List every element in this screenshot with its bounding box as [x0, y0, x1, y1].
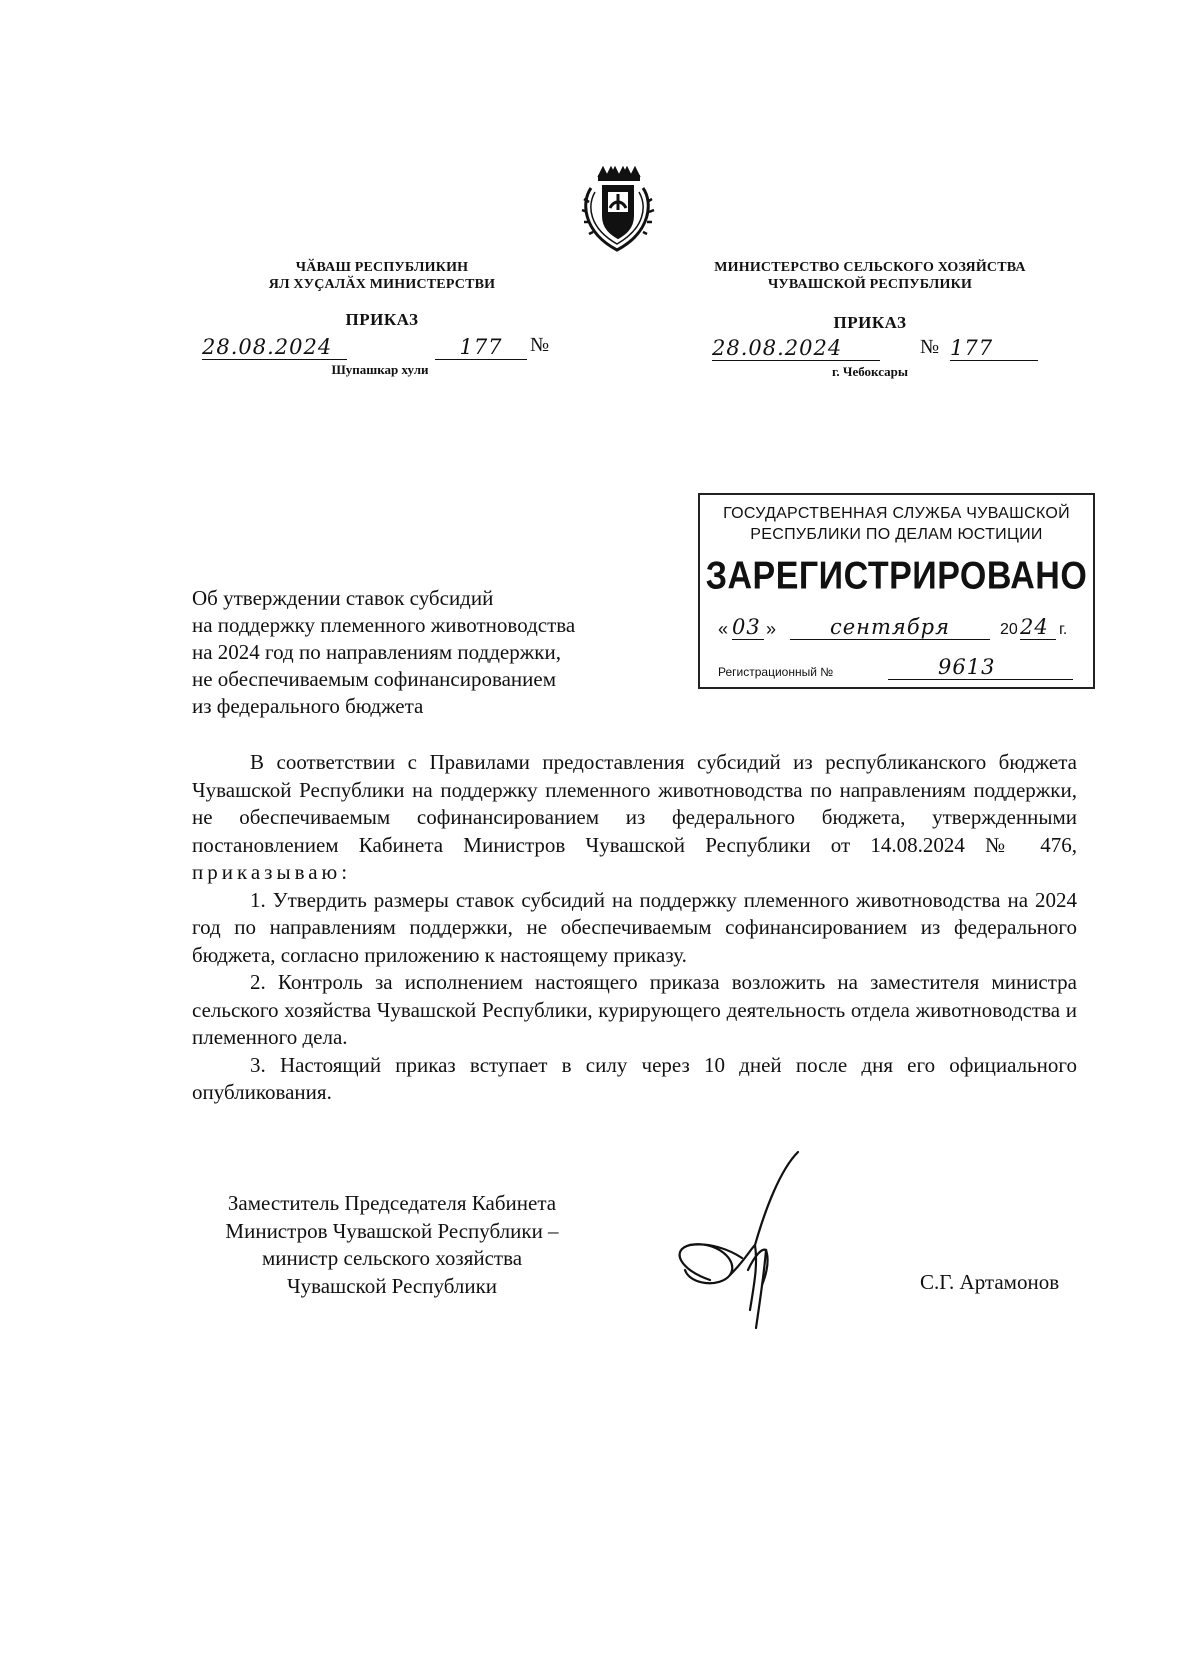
order-date-chuvash: 28.08.2024	[202, 335, 333, 359]
order-date-russian-field	[712, 336, 880, 361]
stamp-line2: РЕСПУБЛИКИ ПО ДЕЛАМ ЮСТИЦИИ	[750, 526, 1043, 543]
stamp-reg-label: Регистрационный №	[718, 665, 834, 679]
signatory-name: С.Г. Артамонов	[920, 1270, 1060, 1294]
order-label-russian: ПРИКАЗ	[833, 313, 907, 332]
stamp-line1: ГОСУДАРСТВЕННАЯ СЛУЖБА ЧУВАШСКОЙ	[723, 505, 1070, 522]
stamp-day-field	[732, 615, 764, 640]
stamp-date-row	[718, 615, 1078, 645]
signatory-line3: министр сельского хозяйства	[261, 1246, 523, 1270]
order-date-chuvash-field	[202, 335, 347, 360]
title-line5: из федерального бюджета	[192, 694, 424, 718]
order-number-chuvash-field	[435, 335, 527, 360]
body-item-1: 1. Утвердить размеры ставок субсидий на поддержку племенного животноводства на 2024 год по направлениям поддержки, не обеспечиваемым софинансированием из федерального бюджета, согласно приложению к настоящему приказу.	[192, 887, 1077, 967]
handwritten-signature	[670, 1150, 830, 1330]
ministry-name-russian	[700, 259, 1040, 293]
registration-stamp	[698, 493, 1095, 689]
ministry-name-chuvash	[232, 259, 532, 293]
signatory-line2: Министров Чувашской Республики –	[225, 1218, 559, 1243]
body-intro-paragraph	[192, 749, 1077, 887]
stamp-reg-number-field	[888, 655, 1073, 680]
order-date-russian: 28.08.2024	[712, 336, 843, 360]
stamp-day: 03	[732, 615, 761, 639]
stamp-year-unit: г.	[1059, 621, 1068, 638]
stamp-year-suffix: 24	[1020, 615, 1049, 639]
stamp-year-prefix: 20	[1000, 621, 1018, 638]
signatory-position	[192, 1190, 592, 1300]
place-russian: г. Чебоксары	[831, 364, 909, 379]
signatory-line4: Чувашской Республики	[286, 1273, 498, 1298]
number-sign-russian: №	[920, 336, 940, 358]
stamp-quote-open: «	[718, 619, 729, 639]
order-number-russian-field	[950, 336, 1038, 361]
place-chuvash: Шупашкар хули	[331, 362, 429, 377]
body-item-3: 3. Настоящий приказ вступает в силу через 10 дней после дня его официального опубликования.	[192, 1052, 1077, 1104]
ministry-name-chuvash-line1: ЧӐВАШ РЕСПУБЛИКИН	[295, 260, 469, 275]
order-number-russian: 177	[950, 336, 994, 360]
coat-of-arms-emblem	[577, 162, 659, 254]
title-line3: на 2024 год по направлениям поддержки,	[192, 640, 561, 664]
signatory-line1: Заместитель Председателя Кабинета	[227, 1191, 557, 1215]
stamp-reg-row	[718, 655, 1078, 683]
body-item-2: 2. Контроль за исполнением настоящего приказа возложить на заместителя министра сельского хозяйства Чувашской Республики, курирующего деятельность отдела животноводства и племенного дела.	[192, 970, 1077, 1049]
title-line1: Об утверждении ставок субсидий	[192, 586, 494, 610]
document-title	[192, 585, 652, 720]
document-body	[192, 749, 1077, 1107]
stamp-registered: ЗАРЕГИСТРИРОВАНО	[705, 554, 1088, 598]
stamp-month-field	[790, 615, 990, 640]
body-command: приказываю:	[192, 860, 352, 884]
stamp-quote-close: »	[766, 619, 777, 639]
stamp-month: сентября	[829, 615, 950, 639]
number-sign-chuvash: №	[530, 334, 550, 356]
order-label-chuvash: ПРИКАЗ	[345, 310, 419, 329]
ministry-name-chuvash-line2: ЯЛ ХУҪАЛӐХ МИНИСТЕРСТВИ	[268, 277, 496, 292]
stamp-year-field	[1020, 615, 1056, 640]
body-intro: В соответствии с Правилами предоставления субсидий из республиканского бюджета Чувашской Республики на поддержку племенного животноводства по направлениям поддержки, не обеспечиваемым софинансированием из федерального бюджета, утвержденными постановлением Кабинета Министров Чувашской Республики от 14.08.2024 № 476,	[192, 750, 1077, 857]
order-number-chuvash: 177	[459, 335, 503, 359]
title-line2: на поддержку племенного животноводства	[192, 613, 576, 637]
ministry-name-russian-line2: ЧУВАШСКОЙ РЕСПУБЛИКИ	[767, 277, 973, 292]
stamp-reg-number: 9613	[938, 655, 996, 679]
title-line4: не обеспечиваемым софинансированием	[192, 667, 557, 691]
ministry-name-russian-line1: МИНИСТЕРСТВО СЕЛЬСКОГО ХОЗЯЙСТВА	[714, 260, 1026, 275]
